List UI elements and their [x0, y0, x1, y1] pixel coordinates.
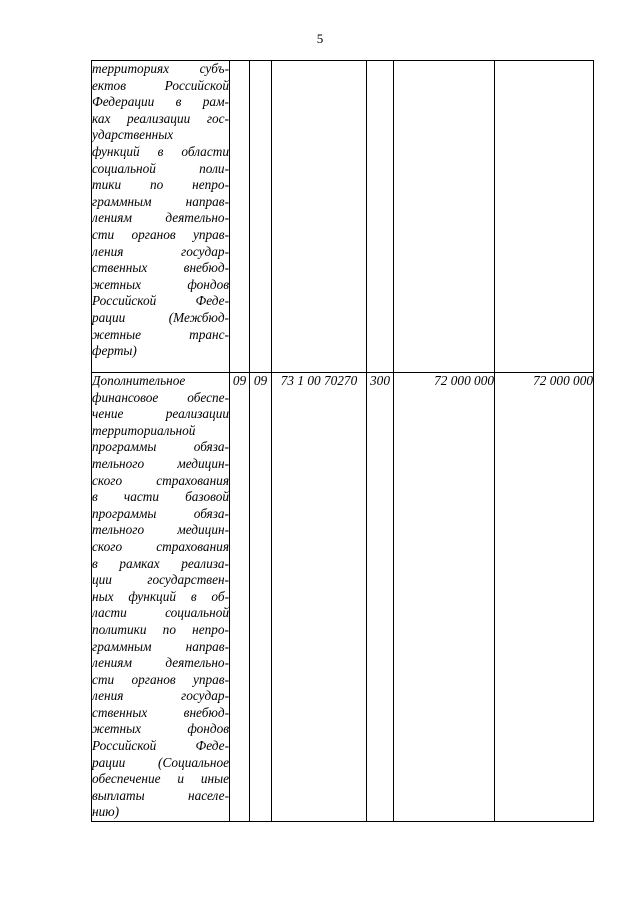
- description-line: Российской Феде-: [92, 738, 229, 754]
- description-line: ского страхования: [92, 538, 229, 554]
- description-line: тельного медицин-: [92, 522, 229, 538]
- description-line: жетных фондов: [92, 276, 229, 292]
- amount-cell: [394, 61, 495, 373]
- subsection-code: [250, 61, 272, 373]
- subsection-code: 09: [250, 373, 272, 822]
- description-line: в рамках реализа-: [92, 555, 229, 571]
- amount-cell: 72 000 000: [495, 373, 594, 822]
- description-line: ках реализации гос-: [92, 110, 229, 126]
- description-line: тельного медицин-: [92, 455, 229, 471]
- description-line: лениям деятельно-: [92, 210, 229, 226]
- page-number: 5: [316, 31, 324, 46]
- description-line: сти органов управ-: [92, 226, 229, 242]
- description-line: нию): [92, 804, 120, 820]
- description-line: обеспечение и иные: [92, 771, 229, 787]
- target-article-code: 73 1 00 70270: [272, 373, 367, 822]
- description-line: ударственных: [92, 127, 174, 143]
- description-line: граммным направ-: [92, 193, 229, 209]
- description-line: сти органов управ-: [92, 671, 229, 687]
- description-line: территориальной: [92, 422, 196, 438]
- description-line: рации (Социальное: [92, 754, 229, 770]
- description-line: лениям деятельно-: [92, 655, 229, 671]
- description-line: ского страхования: [92, 472, 229, 488]
- description-line: Российской Феде-: [92, 293, 229, 309]
- description-line: социальной поли-: [92, 160, 229, 176]
- description-line: Федерации в рам-: [92, 94, 229, 110]
- amount-cell: 72 000 000: [394, 373, 495, 822]
- expense-type-code: 300: [367, 373, 394, 822]
- table-row: [92, 373, 594, 822]
- description-line: жетных фондов: [92, 721, 229, 737]
- description-line: чение реализации: [92, 406, 229, 422]
- amount-cell: [495, 61, 594, 373]
- description-line: в части базовой: [92, 489, 229, 505]
- description-line: ления государ-: [92, 243, 229, 259]
- description-line: выплаты населе-: [92, 787, 229, 803]
- description-line: ственных внебюд-: [92, 260, 229, 276]
- description-line: ных функций в об-: [92, 588, 229, 604]
- description-line: программы обяза-: [92, 505, 229, 521]
- target-article-code: [272, 61, 367, 373]
- description-line: программы обяза-: [92, 439, 229, 455]
- description-line: территориях субъ-: [92, 61, 229, 76]
- description-line: жетные транс-: [92, 326, 229, 342]
- description-line: ферты): [92, 343, 137, 359]
- description-line: функций в области: [92, 143, 229, 159]
- description-line: Дополнительное: [92, 373, 186, 388]
- section-code: 09: [230, 373, 250, 822]
- description-line: ектов Российской: [92, 77, 229, 93]
- table-row: [92, 61, 594, 373]
- row-description: [92, 373, 230, 822]
- description-line: рации (Межбюд-: [92, 309, 229, 325]
- section-code: [230, 61, 250, 373]
- budget-table: [91, 60, 594, 822]
- description-line: тики по непро-: [92, 177, 229, 193]
- description-line: политики по непро-: [92, 621, 229, 637]
- description-line: ции государствен-: [92, 572, 229, 588]
- description-line: граммным направ-: [92, 638, 229, 654]
- expense-type-code: [367, 61, 394, 373]
- description-line: ления государ-: [92, 688, 229, 704]
- description-line: ласти социальной: [92, 605, 229, 621]
- description-line: ственных внебюд-: [92, 704, 229, 720]
- description-line: финансовое обеспе-: [92, 389, 229, 405]
- row-description: [92, 61, 230, 373]
